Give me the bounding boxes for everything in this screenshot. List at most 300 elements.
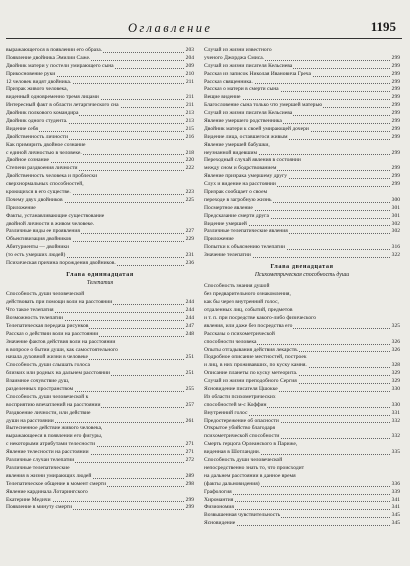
toc-entry-title: Способность души человеческой	[6, 291, 85, 298]
toc-entry	[204, 418, 400, 426]
toc-entry-title: Объективизация двойников	[6, 236, 72, 243]
page-header	[0, 0, 410, 44]
toc-entry	[204, 126, 400, 134]
toc-entry-title: Случай из жизни писателя Кельсиева	[204, 62, 293, 69]
toc-entry-title: Различные виды ее проявления	[6, 228, 80, 235]
toc-entry-page: 299	[391, 118, 400, 125]
toc-entry	[6, 205, 194, 213]
toc-entry-title: Графология	[204, 488, 232, 495]
toc-entry-title: Раздвоение личности, или действие	[6, 409, 91, 416]
page-title: Оглавление	[128, 21, 213, 35]
chapter-12-entries-list	[204, 283, 400, 528]
toc-entry-title: Описание планеты по куску метеорита.	[204, 370, 298, 377]
toc-entry	[6, 354, 194, 362]
toc-entry	[6, 260, 194, 268]
toc-entry-page: 341	[391, 496, 400, 503]
toc-entry-title: Психическая причина порождения двойников.	[6, 260, 116, 267]
toc-entry	[204, 79, 400, 87]
toc-entry	[6, 299, 194, 307]
toc-entry-title: души на расстоянии	[6, 417, 54, 424]
toc-entry-title: Ясновидение	[204, 520, 236, 527]
toc-entry-page: 329	[391, 370, 400, 377]
toc-entry	[6, 118, 194, 126]
toc-entry	[204, 244, 400, 252]
toc-entry-page: 225	[185, 196, 194, 203]
toc-entry	[6, 55, 194, 63]
toc-entry	[204, 441, 400, 449]
toc-entry	[6, 197, 194, 205]
right-column	[204, 47, 400, 562]
toc-entry-title: Из области психометрических	[204, 393, 276, 400]
toc-entry	[6, 386, 194, 394]
toc-entry-page: 302	[391, 220, 400, 227]
toc-entry-page: 229	[185, 236, 194, 243]
toc-entry-title: выражающегося в появлении его образа.	[6, 47, 103, 53]
toc-entry	[204, 86, 400, 94]
toc-entry	[6, 473, 194, 481]
toc-entry-page: 299	[391, 102, 400, 109]
toc-entry-title: переходе в загробную жизнь	[204, 196, 272, 203]
toc-entry-page: 341	[391, 504, 400, 511]
toc-entry-page: 255	[185, 386, 194, 393]
toc-entry-title: Случай из жизни преподобного Сергия	[204, 378, 297, 385]
toc-entry-title: Двойственность личности	[6, 133, 68, 140]
toc-entry	[6, 110, 194, 118]
toc-entry-title: Способность знания душой	[204, 283, 270, 290]
toc-entry-page: 345	[391, 512, 400, 519]
toc-entry	[204, 331, 400, 339]
toc-entry-page: 210	[185, 70, 194, 77]
toc-entry-title: Различные случаи телепатии	[6, 457, 75, 464]
toc-entry-page: 326	[391, 346, 400, 353]
toc-entry	[6, 63, 194, 71]
toc-entry-page: 330	[391, 401, 400, 408]
toc-entry	[204, 512, 400, 520]
toc-entry-page: 272	[185, 457, 194, 464]
toc-entry-title: Значение телепатии	[204, 252, 251, 259]
toc-entry	[204, 228, 400, 236]
toc-entry-title: Значение фактов действия воли на расстоянии	[6, 338, 116, 345]
toc-entry-title: (то есть умерших людей)	[6, 252, 66, 259]
toc-entry	[6, 449, 194, 457]
toc-entry-page: 335	[391, 449, 400, 456]
toc-entry-title: Что такое телепатия	[6, 307, 54, 314]
toc-entry-title: двойной личности в живом человеке.	[6, 220, 95, 227]
toc-entry-title: Видение лица, оставшегося живым	[204, 133, 288, 140]
toc-entry-title: на дальнем расстоянии в данное время	[204, 472, 296, 479]
toc-entry-page: 301	[391, 204, 400, 211]
toc-entry-title: без предварительного ознакомления,	[204, 291, 291, 298]
toc-entry-page: 299	[185, 504, 194, 511]
toc-entry-title: Рассказ о матери в смерти сына	[204, 86, 279, 93]
toc-entry-title: сверхнормальных способностей,	[6, 181, 84, 188]
toc-entry	[204, 520, 400, 528]
toc-entry-page: 236	[185, 260, 194, 267]
toc-entry-title: Внутренний голос	[204, 409, 248, 416]
toc-entry-page: 213	[185, 118, 194, 125]
toc-entry	[204, 299, 400, 307]
toc-entry-page: 316	[391, 244, 400, 251]
toc-entry-page: 299	[391, 181, 400, 188]
toc-entry	[6, 150, 194, 158]
toc-entry-title: психометрической способности	[204, 433, 280, 440]
toc-entry-title: Рассказы о психометрической	[204, 330, 275, 337]
toc-entry-title: Способность души слышать голоса	[6, 362, 90, 369]
toc-entry	[204, 110, 400, 118]
toc-entry	[6, 489, 194, 497]
toc-entry-title: Переходный случай явления в состоянии	[204, 157, 301, 164]
toc-entry-title: ученого Джорджа Смиса.	[204, 54, 265, 61]
toc-entry-title: Способность души человеческой	[204, 457, 283, 464]
toc-entry-page: 223	[185, 189, 194, 196]
toc-entry	[204, 205, 400, 213]
toc-entry-page: 325	[391, 322, 400, 329]
toc-entry-title: выражающееся в появлении его фигуры,	[6, 433, 103, 440]
toc-entry-title: Появление двойника Эмилии Саже.	[6, 54, 91, 61]
toc-entry	[204, 489, 400, 497]
toc-entry-title: (факты дальновидения)	[204, 480, 260, 487]
toc-entry-title: Случай из жизни известного	[204, 47, 272, 53]
toc-entry-page: 271	[185, 449, 194, 456]
toc-entry-title: Попытки к объяснению телепатии	[204, 244, 286, 251]
toc-entry-title: Хиромантия	[204, 496, 234, 503]
toc-entry-title: Рассказ из записок Николая Ивановича Греча	[204, 70, 311, 77]
toc-entry	[204, 465, 400, 473]
toc-entry-page: 345	[391, 520, 400, 527]
toc-entry-page: 299	[391, 86, 400, 93]
toc-entry	[6, 362, 194, 370]
toc-entry-page: 336	[391, 480, 400, 487]
toc-entry-page: 299	[391, 125, 400, 132]
toc-entry-page: 299	[391, 54, 400, 61]
toc-entry-page: 211	[185, 78, 194, 85]
toc-entry	[6, 181, 194, 189]
toc-entry	[6, 378, 194, 386]
toc-entry	[204, 47, 400, 55]
toc-entry	[204, 473, 400, 481]
toc-entry	[6, 425, 194, 433]
chapter-11-entries-list	[6, 291, 194, 512]
toc-entry	[6, 418, 194, 426]
toc-entry-title: Прикосновение руки	[6, 70, 56, 77]
toc-entry-title: и лиц, в них проживавших, по куску камня.	[204, 362, 307, 369]
toc-entry-page: 209	[185, 62, 194, 69]
toc-entry	[6, 94, 194, 102]
toc-entry-title: Факты, устанавливающие существование	[6, 212, 105, 219]
toc-entry-title: Взаимное сочувствие душ,	[6, 378, 70, 385]
toc-entry-title: Способность души человеческой к	[6, 393, 89, 400]
toc-entry-title: Двойное сознание	[6, 157, 50, 164]
toc-entry-title: Слух и видение на расстоянии	[204, 181, 276, 188]
toc-entry-title: 12 человек видят двойника.	[6, 78, 72, 85]
toc-entry-page: 204	[185, 54, 194, 61]
toc-entry-title: Видение себя	[6, 125, 38, 132]
toc-entry-title: Приложение	[204, 236, 234, 243]
toc-entry-page: 301	[391, 212, 400, 219]
toc-entry-title: Двойственность человека и проблески	[6, 173, 98, 180]
toc-entry-title: Различные телепатические явления	[204, 228, 288, 235]
toc-entry-page: 299	[391, 149, 400, 156]
toc-entry	[6, 173, 194, 181]
toc-entry	[6, 315, 194, 323]
toc-entry	[6, 370, 194, 378]
toc-entry-title: Возможность телепатии	[6, 315, 64, 322]
toc-entry	[6, 339, 194, 347]
toc-entry-title: Видение умершей	[204, 220, 247, 227]
toc-entry	[6, 244, 194, 252]
toc-entry-title: виденный одновременно тремя лицами	[6, 94, 99, 101]
toc-entry-title: непосредственно знать то, что происходит	[204, 464, 305, 471]
toc-entry	[6, 394, 194, 402]
toc-entry-page: 289	[185, 472, 194, 479]
toc-entry	[204, 410, 400, 418]
toc-entry	[204, 142, 400, 150]
toc-entry-title: Рассказ о действии воли на расстоянии	[6, 330, 99, 337]
toc-entry-page: 299	[391, 133, 400, 140]
toc-entry	[6, 331, 194, 339]
toc-entry-title: Телепатическое общение в момент смерти	[6, 480, 107, 487]
toc-entry-title: близких или родных на дальнем расстоянии	[6, 370, 111, 377]
toc-entry-title: Абитуриенты — двойники	[6, 244, 70, 251]
toc-entry-title: Призрак живого человека,	[6, 86, 69, 93]
toc-entry-title: Вытесненное действие живого человека,	[6, 425, 103, 432]
toc-entry	[204, 118, 400, 126]
left-entries-list	[6, 47, 194, 268]
toc-entry-page: 326	[391, 338, 400, 345]
toc-entry	[6, 142, 194, 150]
toc-entry	[6, 481, 194, 489]
toc-entry	[204, 181, 400, 189]
toc-entry-page: 298	[185, 480, 194, 487]
toc-entry-page: 211	[185, 94, 194, 101]
toc-entry	[6, 457, 194, 465]
toc-entry	[6, 433, 194, 441]
toc-entry-page: 211	[185, 102, 194, 109]
toc-entry-title: виденная в Шотландии.	[204, 449, 261, 456]
toc-entry-page: 330	[391, 386, 400, 393]
toc-entry-title: как бы через внутренний голос,	[204, 299, 279, 306]
toc-entry-page: 257	[185, 401, 194, 408]
toc-entry-title: Екатерине Медичи	[6, 496, 51, 503]
toc-entry	[204, 394, 400, 402]
toc-entry	[6, 86, 194, 94]
toc-entry	[204, 283, 400, 291]
toc-entry	[204, 339, 400, 347]
toc-entry	[204, 55, 400, 63]
toc-entry-title: Предостережение об опасности	[204, 417, 279, 424]
toc-entry	[204, 102, 400, 110]
toc-entry-title: Явление умершего родственника	[204, 118, 282, 125]
toc-entry-title: Различные телепатические	[6, 464, 70, 471]
toc-entry-page: 339	[391, 488, 400, 495]
toc-entry-page: 299	[391, 62, 400, 69]
toc-entry-title: Явление призрака умершему другу	[204, 173, 288, 180]
toc-entry-page: 247	[185, 322, 194, 329]
toc-entry-title: Приложение	[6, 204, 36, 211]
toc-entry	[6, 213, 194, 221]
toc-entry-page: 322	[391, 252, 400, 259]
toc-entry-title: явления в жизни умирающих людей	[6, 472, 92, 479]
toc-entry-title: Физиономия	[204, 504, 234, 511]
right-entries-list	[204, 47, 400, 260]
toc-entry-title: Смерть герцога Орлеанского в Париже,	[204, 441, 298, 448]
toc-entry-title: Возвышенная чувствительность	[204, 512, 281, 519]
toc-entry-title: с единой личностью в человеке.	[6, 149, 82, 156]
toc-entry	[6, 221, 194, 229]
toc-entry	[204, 165, 400, 173]
toc-entry-title: Призрак сообщает о своем	[204, 189, 268, 196]
toc-entry	[204, 221, 400, 229]
toc-entry	[6, 189, 194, 197]
toc-entry-title: Благословение сына только что умершей матерью	[204, 102, 323, 109]
toc-entry-page: 213	[185, 110, 194, 117]
toc-entry-title: Рассказ священника.	[204, 78, 253, 85]
toc-entry	[204, 94, 400, 102]
toc-entry-title: и т. п. при посредстве какого-либо физического	[204, 315, 317, 322]
toc-entry	[204, 150, 400, 158]
toc-entry	[6, 71, 194, 79]
toc-entry-page: 299	[391, 173, 400, 180]
toc-entry-title: Интересный факт в области летаргического сна	[6, 102, 119, 109]
toc-entry	[204, 457, 400, 465]
toc-entry-title: начала духовной жизни в человеке	[6, 354, 88, 361]
toc-entry-page: 222	[185, 165, 194, 172]
toc-entry	[6, 134, 194, 142]
toc-entry	[6, 410, 194, 418]
toc-entry-page: 329	[391, 378, 400, 385]
toc-entry-page: 332	[391, 433, 400, 440]
toc-entry-page: 244	[185, 299, 194, 306]
toc-entry	[204, 504, 400, 512]
toc-entry	[6, 465, 194, 473]
toc-entry-title: Явление умершей бабушки,	[204, 141, 270, 148]
toc-entry-title: Как примирить двойное сознание	[6, 141, 86, 148]
toc-entry	[6, 102, 194, 110]
toc-entry	[204, 173, 400, 181]
toc-entry-title: явления, или даже без посредства его	[204, 322, 293, 329]
toc-entry-page: 302	[391, 228, 400, 235]
toc-entry	[204, 386, 400, 394]
toc-entry	[6, 307, 194, 315]
toc-entry	[6, 252, 194, 260]
toc-entry-title: Явление телесности на расстоянии	[6, 449, 89, 456]
header-rule	[6, 38, 402, 39]
toc-entry-page: 244	[185, 315, 194, 322]
toc-entry	[204, 63, 400, 71]
toc-entry	[204, 481, 400, 489]
toc-entry	[6, 157, 194, 165]
toc-entry-page: 271	[185, 441, 194, 448]
toc-entry	[204, 213, 400, 221]
toc-entry-title: разделенных пространством	[6, 386, 74, 393]
toc-entry-title: восприятию впечатлений на расстоянии	[6, 401, 101, 408]
toc-entry-title: Предсказание смерти друга	[204, 212, 269, 219]
toc-entry-page: 299	[391, 70, 400, 77]
toc-entry	[6, 228, 194, 236]
toc-entry-title: Двойник матери у постели умирающего сына	[6, 62, 114, 69]
toc-entry	[6, 291, 194, 299]
toc-entry	[6, 236, 194, 244]
toc-entry-title: действовать при помощи воли на расстоянии	[6, 299, 113, 306]
toc-entry-title: Почему двух двойников	[6, 196, 63, 203]
toc-entry-page: 227	[185, 228, 194, 235]
toc-entry	[204, 134, 400, 142]
toc-entry-title: Явление кардинала Лотарингского	[6, 488, 88, 495]
toc-entry	[204, 433, 400, 441]
toc-entry	[6, 47, 194, 55]
toc-entry	[204, 291, 400, 299]
toc-entry	[204, 197, 400, 205]
left-column	[6, 47, 194, 562]
toc-entry-page: 299	[391, 110, 400, 117]
toc-entry-title: Степени раздвоения личности	[6, 165, 78, 172]
toc-entry-page: 215	[185, 125, 194, 132]
toc-entry-page: 220	[185, 157, 194, 164]
toc-entry	[204, 236, 400, 244]
toc-entry-title: с некоторыми атрибутами телесности	[6, 441, 96, 448]
toc-entry	[204, 497, 400, 505]
toc-entry	[204, 315, 400, 323]
chapter-11-subtitle: Телепатия	[86, 280, 114, 287]
chapter-12-subtitle: Психометрическая способность души	[254, 272, 350, 279]
toc-entry-page: 248	[185, 330, 194, 337]
toc-entry	[204, 354, 400, 362]
toc-entry-title: Появление в минуту смерти	[6, 504, 73, 511]
toc-entry-page: 231	[185, 252, 194, 259]
toc-entry-page: 244	[185, 307, 194, 314]
chapter-12-heading: Глава двенадцатая	[270, 263, 334, 271]
toc-entry-title: Двойник одного студента.	[6, 118, 68, 125]
chapter-11-heading: Глава одиннадцатая	[66, 270, 134, 278]
toc-entry	[204, 347, 400, 355]
toc-entry	[6, 497, 194, 505]
toc-entry	[6, 79, 194, 87]
toc-entry-title: кроющихся в его существе.	[6, 189, 71, 196]
toc-entry-page: 251	[185, 354, 194, 361]
toc-entry	[204, 252, 400, 260]
toc-entry	[6, 165, 194, 173]
toc-entry-title: способностей м-с Коффин	[204, 401, 267, 408]
toc-entry-page: 261	[185, 417, 194, 424]
toc-entry	[204, 378, 400, 386]
toc-entry-page: 332	[391, 417, 400, 424]
toc-entry-title: Двойник полкового командира	[6, 110, 79, 117]
toc-entry	[204, 307, 400, 315]
toc-entry-page: 203	[185, 47, 194, 53]
toc-entry	[6, 126, 194, 134]
toc-entry	[6, 441, 194, 449]
toc-entry	[204, 71, 400, 79]
toc-entry-page: 328	[391, 362, 400, 369]
toc-entry	[204, 402, 400, 410]
toc-entry-title: отдаленных лиц, событий, предметов	[204, 307, 293, 314]
toc-entry-page: 218	[185, 149, 194, 156]
toc-entry	[6, 402, 194, 410]
toc-entry-title: Опыты отгадывания действия лекарств.	[204, 346, 299, 353]
toc-entry-title: Вещие видение	[204, 94, 241, 101]
toc-entry-page: 300	[391, 196, 400, 203]
toc-entry-title: Открытое убийство благодаря	[204, 425, 276, 432]
page-number: 1195	[370, 19, 396, 34]
toc-entry-page: 216	[185, 133, 194, 140]
toc-entry-title: Двойник матери к своей умирающей дочери	[204, 125, 309, 132]
toc-entry-title: Посмертное явление	[204, 204, 253, 211]
toc-entry-title: Телепатическая передача рисунков	[6, 322, 89, 329]
toc-entry-page: 331	[391, 409, 400, 416]
toc-entry-title: Подробное описание местностей, построек	[204, 354, 307, 361]
toc-entry	[6, 347, 194, 355]
toc-entry	[204, 370, 400, 378]
